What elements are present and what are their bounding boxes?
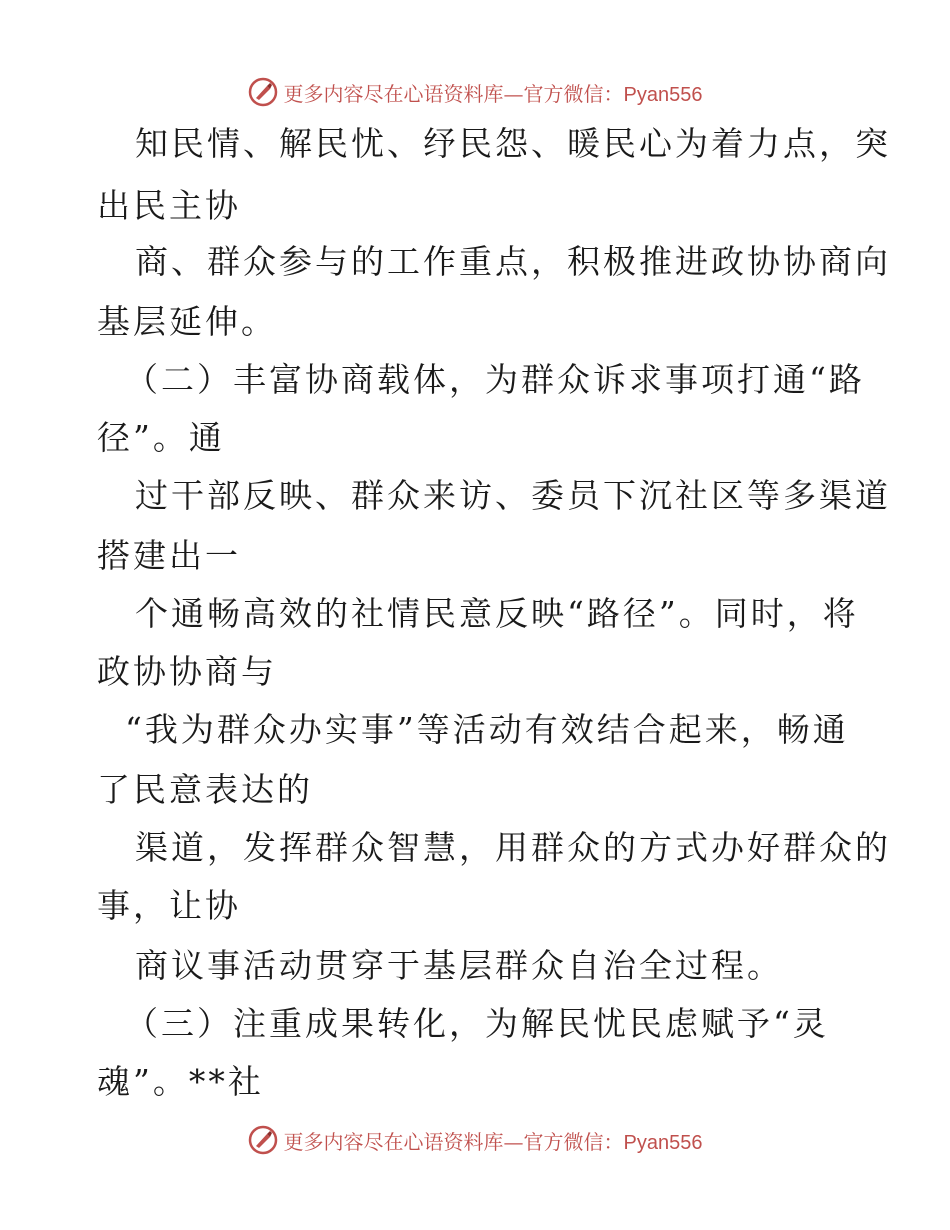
pen-nib-seal-icon <box>248 77 278 107</box>
text-line: 搭建出一 <box>97 536 241 575</box>
text-line: 过干部反映、群众来访、委员下沉社区等多渠道 <box>135 476 891 515</box>
text-line: 径”。通 <box>97 418 225 457</box>
text-line: 渠道，发挥群众智慧，用群众的方式办好群众的 <box>135 828 891 867</box>
text-line: （二）丰富协商载体，为群众诉求事项打通“路 <box>125 360 865 399</box>
header-watermark <box>0 70 950 114</box>
text-line: 基层延伸。 <box>97 302 277 341</box>
text-line: 事，让协 <box>97 886 241 925</box>
text-line: 魂”。**社 <box>97 1062 264 1101</box>
text-line: 了民意表达的 <box>97 770 313 809</box>
text-line: 商议事活动贯穿于基层群众自治全过程。 <box>135 946 783 985</box>
text-line: 出民主协 <box>97 186 241 225</box>
watermark-text: 更多内容尽在心语资料库—官方微信：Pyan556 <box>283 1129 703 1154</box>
text-line: 政协协商与 <box>97 652 277 691</box>
text-line: 商、群众参与的工作重点，积极推进政协协商向 <box>135 242 891 281</box>
footer-watermark <box>0 1118 950 1162</box>
text-line: 知民情、解民忧、纾民怨、暖民心为着力点，突 <box>135 124 891 163</box>
text-line: 个通畅高效的社情民意反映“路径”。同时，将 <box>135 594 859 633</box>
text-line: “我为群众办实事”等活动有效结合起来，畅通 <box>125 710 849 749</box>
pen-nib-seal-icon <box>248 1125 278 1155</box>
watermark-text: 更多内容尽在心语资料库—官方微信：Pyan556 <box>283 81 703 106</box>
text-line: （三）注重成果转化，为解民忧民虑赋予“灵 <box>125 1004 829 1043</box>
